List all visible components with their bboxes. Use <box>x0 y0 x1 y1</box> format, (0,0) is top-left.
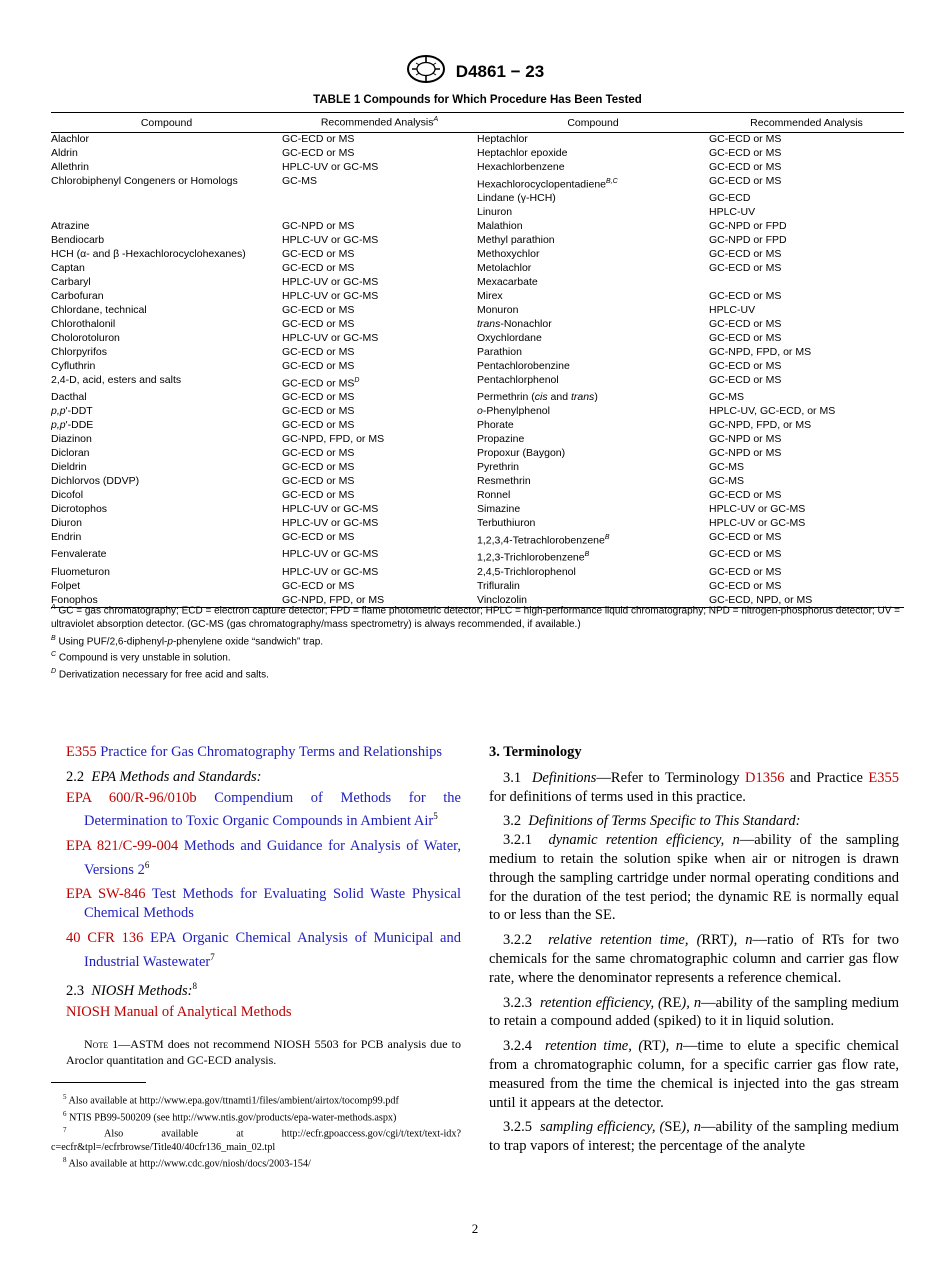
analysis-cell: GC-ECD or MS <box>709 146 782 159</box>
compound-cell: Trifluralin <box>477 579 520 592</box>
analysis-cell: GC-ECD or MS <box>709 174 782 187</box>
analysis-cell: GC-ECD or MS <box>282 530 355 543</box>
ref-epa600: EPA 600/R-96/010b Compendium of Methods for the Determination to Toxic Organic Compounds in Ambient Air$^5$ <box>66 789 461 830</box>
analysis-cell: GC-ECD or MS <box>282 460 355 473</box>
compound-cell: Oxychlordane <box>477 331 542 344</box>
compound-cell: Dicofol <box>51 488 84 501</box>
analysis-cell: HPLC-UV or GC-MS <box>282 289 379 302</box>
analysis-cell: GC-ECD or MS <box>282 474 355 487</box>
para-3-2-4: 3.2.4 retention time, (RT), n—time to elute a specific chemical from a chromatographic column, for a specific carrier gas flow rate, measured from the time the chemical is injected into the gas stream until it appears at the detector. <box>489 1038 899 1111</box>
compound-cell: Lindane (γ-HCH) <box>477 192 556 205</box>
right-column <box>489 743 899 1162</box>
header-compound-1: Compound <box>51 113 282 133</box>
analysis-cell: GC-ECD or MS <box>282 405 355 418</box>
table-row <box>51 566 904 580</box>
page-footnote-7: $^7$ Also available at http://ecfr.gpoaccess.gov/cgi/t/text/text-idx?c=ecfr&tpl=/ecfrbrowse/Title40/40cfr136_main_02.tpl <box>51 1126 462 1153</box>
compound-cell: Simazine <box>477 502 521 515</box>
compound-cell: Metolachlor <box>477 262 532 275</box>
table-row <box>51 262 904 276</box>
analysis-cell: GC-ECD or MS <box>282 262 355 275</box>
footnote-c: $^C$ Compound is very unstable in solution. <box>51 651 231 664</box>
compound-cell: Propoxur (Baygon) <box>477 446 566 459</box>
analysis-cell: GC-ECD or $MS^D$ <box>282 376 360 390</box>
compound-cell: Pentachlorobenzine <box>477 359 570 372</box>
section-2-3: 2.3 NIOSH Methods:$^8$ <box>66 981 197 1000</box>
analysis-cell: HPLC-UV <box>709 206 756 219</box>
footnote-b: $^B$ Using PUF/2,6-diphenyl-p-phenylene oxide “sandwich” trap. <box>51 634 324 647</box>
compound-cell: Dicrotophos <box>51 502 108 515</box>
section-2-2: 2.2 EPA Methods and Standards: <box>66 768 262 785</box>
footnote-d: $^D$ Derivatization necessary for free acid and salts. <box>51 668 269 681</box>
compound-cell: Carbofuran <box>51 289 104 302</box>
compound-cell: 2,4-D, acid, esters and salts <box>51 373 182 386</box>
page-footnote-5: $^5$ Also available at http://www.epa.gov/ttnamti1/files/ambient/airtox/tocomp99.pdf <box>63 1093 399 1107</box>
compound-cell: Resmethrin <box>477 474 531 487</box>
compound-cell: Linuron <box>477 206 513 219</box>
compound-cell: p,p'-DDT <box>51 405 93 418</box>
compound-cell: Fluometuron <box>51 565 110 578</box>
analysis-cell: HPLC-UV or GC-MS <box>282 234 379 247</box>
table-row <box>51 531 904 548</box>
compound-cell: Dichlorvos (DDVP) <box>51 474 140 487</box>
analysis-cell: GC-MS <box>282 174 317 187</box>
table-row <box>51 332 904 346</box>
analysis-cell: GC-ECD or MS <box>282 419 355 432</box>
analysis-cell: GC-NPD or MS <box>709 433 782 446</box>
header-compound-2: Compound <box>477 113 709 133</box>
ref-epa600-link[interactable]: EPA 600/R-96/010b <box>66 789 197 806</box>
para-3-2: 3.2 Definitions of Terms Specific to This Standard: <box>503 813 801 830</box>
ref-40cfr136-link[interactable]: 40 CFR 136 <box>66 930 144 947</box>
analysis-cell: GC-ECD, NPD, or MS <box>709 594 904 608</box>
analysis-cell: GC-ECD or MS <box>709 548 782 561</box>
section-heading-terminology: 3. Terminology <box>489 744 582 760</box>
compound-cell: Fenvalerate <box>51 548 107 561</box>
analysis-cell: GC-ECD or MS <box>282 133 355 145</box>
analysis-cell: GC-ECD or MS <box>709 488 782 501</box>
left-column <box>66 743 461 1068</box>
header-analysis-1: Recommended Analysis$^A$ <box>282 113 477 133</box>
ref-e355-link[interactable]: E355 <box>66 744 97 760</box>
analysis-cell: GC-NPD or MS <box>709 446 782 459</box>
table-header-row <box>51 113 904 133</box>
ref-40cfr136: 40 CFR 136 EPA Organic Chemical Analysis of Municipal and Industrial Wastewater$^7$ <box>66 930 461 970</box>
compound-cell: 1,2,3-Trichlorobenzene$^B$ <box>477 551 590 564</box>
compound-cell: Heptachlor epoxide <box>477 146 568 159</box>
compound-cell: Mirex <box>477 289 503 302</box>
analysis-cell: GC-ECD or MS <box>282 248 355 261</box>
table-row <box>51 276 904 290</box>
compound-cell: Chlorobiphenyl Congeners or Homologs <box>51 174 238 187</box>
compound-cell: Monuron <box>477 303 519 316</box>
footnote-a: $^A$ GC = gas chromatography; ECD = electron capture detector; FPD = flame photometric detector; HPLC = high-performance liquid chromatography; NPD = nitrogen-phosphorus detector; UV = ultraviolet absorption detector. (GC-MS (gas chromatography/mass spectrometry) is always recommended, if available.) <box>51 604 900 630</box>
compound-cell: Aldrin <box>51 146 78 159</box>
analysis-cell: GC-ECD or MS <box>282 317 355 330</box>
compounds-table <box>51 112 904 608</box>
page-footnotes <box>51 1091 461 1171</box>
analysis-cell: GC-NPD, FPD, or MS <box>709 419 812 432</box>
compound-cell: Captan <box>51 262 85 275</box>
header-analysis-2: Recommended Analysis <box>709 113 904 133</box>
table-row <box>51 461 904 475</box>
table-row <box>51 433 904 447</box>
compound-cell: Parathion <box>477 345 522 358</box>
compound-cell: Malathion <box>477 220 523 233</box>
ref-epa821: EPA 821/C-99-004 Methods and Guidance for Analysis of Water, Versions $2^6$ <box>66 838 462 878</box>
compound-cell: Heptachlor <box>477 133 528 145</box>
compound-cell: Methyl parathion <box>477 234 555 247</box>
ref-epa821-title-link[interactable]: Methods and Guidance for Analysis of Water, Versions 2 <box>84 838 462 878</box>
page-footnote-6: $^6$ NTIS PB99-500209 (see http://www.ntis.gov/products/epa-water-methods.aspx) <box>63 1109 397 1123</box>
analysis-cell: GC-NPD or FPD <box>709 234 787 247</box>
compound-cell: HCH (α- and β -Hexachlorocyclohexanes) <box>51 248 246 261</box>
compound-cell: Vinclozolin <box>477 594 709 608</box>
compound-cell: Dieldrin <box>51 460 87 473</box>
analysis-cell: GC-ECD or MS <box>282 303 355 316</box>
table-row <box>51 503 904 517</box>
analysis-cell: HPLC-UV or GC-MS <box>282 502 379 515</box>
analysis-cell: GC-NPD, FPD, or MS <box>282 433 385 446</box>
compound-cell <box>51 192 282 206</box>
analysis-cell: HPLC-UV or GC-MS <box>282 565 379 578</box>
analysis-cell: HPLC-UV or GC-MS <box>709 516 806 529</box>
compound-cell: 1,2,3,4-Tetrachlorobenzene$^B$ <box>477 533 610 547</box>
analysis-cell <box>282 206 477 220</box>
compound-cell: Mexacarbate <box>477 276 538 289</box>
analysis-cell: GC-ECD or MS <box>282 488 355 501</box>
ref-40cfr136-title-link[interactable]: EPA Organic Chemical Analysis of Municipal and Industrial Wastewater <box>84 930 461 970</box>
table-row <box>51 374 904 391</box>
ref-d1356-link[interactable]: D1356 <box>745 769 785 786</box>
compound-cell: Carbaryl <box>51 276 91 289</box>
table-row <box>51 360 904 374</box>
page-header <box>0 54 950 84</box>
analysis-cell: HPLC-UV or GC-MS <box>282 516 379 529</box>
table-row <box>51 161 904 175</box>
analysis-cell: HPLC-UV, GC-ECD, or MS <box>709 405 836 418</box>
compound-cell: o-Phenylphenol <box>477 405 550 418</box>
table-row <box>51 192 904 206</box>
analysis-cell <box>282 192 477 206</box>
page-number: 2 <box>471 1221 479 1236</box>
compound-cell: Alachlor <box>51 133 89 145</box>
para-3-2-3: 3.2.3 retention efficiency, (RE), n—ability of the sampling medium to retain a compound added (spiked) to it in liquid solution. <box>489 994 899 1030</box>
table-title: TABLE 1 Compounds for Which Procedure Has Been Tested <box>313 94 642 106</box>
compound-cell: Ronnel <box>477 488 511 501</box>
analysis-cell: GC-ECD or MS <box>709 317 782 330</box>
table-row <box>51 290 904 304</box>
analysis-cell: HPLC-UV or GC-MS <box>282 548 379 561</box>
ref-epa600-title-link[interactable]: Compendium of Methods for the Determination to Toxic Organic Compounds in Ambient Air <box>84 789 461 830</box>
table-row <box>51 133 904 147</box>
table-row <box>51 475 904 489</box>
compound-cell <box>51 206 282 220</box>
analysis-cell: GC-ECD or MS <box>709 331 782 344</box>
footnote-divider <box>51 1082 146 1083</box>
analysis-cell: GC-ECD or MS <box>282 345 355 358</box>
compound-cell: Dacthal <box>51 391 87 404</box>
analysis-cell: GC-MS <box>709 474 744 487</box>
analysis-cell: GC-ECD or MS <box>709 262 782 275</box>
ref-e355-title-link[interactable]: Practice for Gas Chromatography Terms and Relationships <box>100 744 443 760</box>
analysis-cell: GC-ECD or MS <box>282 391 355 404</box>
table-row <box>51 517 904 531</box>
compound-cell: Chlorothalonil <box>51 317 116 330</box>
analysis-cell: GC-NPD or MS <box>282 220 355 233</box>
analysis-cell: GC-ECD or MS <box>282 579 355 592</box>
compound-cell: Terbuthiuron <box>477 516 536 529</box>
table-row <box>51 489 904 503</box>
compound-cell: Dicloran <box>51 446 90 459</box>
analysis-cell: GC-MS <box>709 391 744 404</box>
table-row <box>51 580 904 594</box>
analysis-cell: HPLC-UV <box>709 303 756 316</box>
table-row <box>51 447 904 461</box>
ref-niosh-manual <box>66 1003 461 1022</box>
ref-sw846-link[interactable]: EPA SW-846 <box>66 886 146 903</box>
compound-cell: Atrazine <box>51 220 90 233</box>
analysis-cell: GC-ECD or MS <box>709 160 782 173</box>
ref-epa821-link[interactable]: EPA 821/C-99-004 <box>66 838 179 855</box>
compound-cell: trans-Nonachlor <box>477 317 552 330</box>
ref-niosh-manual-link[interactable]: NIOSH Manual of Analytical Methods <box>66 1004 292 1021</box>
analysis-cell: GC-ECD or MS <box>709 530 782 543</box>
table-row <box>51 304 904 318</box>
table-row <box>51 175 904 192</box>
analysis-cell: GC-NPD, FPD, or MS <box>709 345 812 358</box>
table-row <box>51 147 904 161</box>
compound-cell: Hexachlorbenzene <box>477 160 565 173</box>
ref-e355-inline-link[interactable]: E355 <box>868 769 899 786</box>
compound-cell: Endrin <box>51 530 82 543</box>
compound-cell: Hexachlorocyclopentadiene$^{B,C}$ <box>477 177 618 191</box>
ref-e355 <box>66 743 461 762</box>
astm-logo-icon <box>406 54 446 89</box>
compound-cell: Folpet <box>51 579 81 592</box>
table-row <box>51 405 904 419</box>
page-footnote-8: $^8$ Also available at http://www.cdc.gov/niosh/docs/2003-154/ <box>63 1155 311 1170</box>
table-row <box>51 234 904 248</box>
analysis-cell: GC-ECD <box>709 192 751 205</box>
note-1: Note 1—ASTM does not recommend NIOSH 5503 for PCB analysis due to Aroclor quantitation and GC-ECD analysis. <box>66 1036 461 1067</box>
compound-cell: Pyrethrin <box>477 460 520 473</box>
analysis-cell: HPLC-UV or GC-MS <box>282 331 379 344</box>
compound-cell: Bendiocarb <box>51 234 105 247</box>
compound-cell: p,p'-DDE <box>51 419 94 432</box>
analysis-cell: GC-ECD or MS <box>282 359 355 372</box>
compound-cell: Cholorotoluron <box>51 331 120 344</box>
analysis-cell: GC-ECD or MS <box>709 359 782 372</box>
compound-cell: Diuron <box>51 516 82 529</box>
document-designation: D4861 − 23 <box>455 61 545 81</box>
analysis-cell: GC-NPD or FPD <box>709 220 787 233</box>
compound-cell: Propazine <box>477 433 525 446</box>
compound-cell: Pentachlorphenol <box>477 373 559 386</box>
analysis-cell: HPLC-UV or GC-MS <box>709 502 806 515</box>
compound-cell: Phorate <box>477 419 514 432</box>
table-body <box>51 133 904 608</box>
para-3-2-5: 3.2.5 sampling efficiency, (SE), n—ability of the sampling medium to trap vapors of interest; the percentage of the analyte <box>489 1119 899 1155</box>
analysis-cell: GC-ECD or MS <box>709 565 782 578</box>
analysis-cell: GC-NPD, FPD, or MS <box>282 594 477 608</box>
para-3-2-1: 3.2.1 dynamic retention efficiency, n—ability of the sampling medium to retain the solution spike when air or nitrogen is drawn through the sampling cartridge under normal operating conditions and for the duration of the test period; the dynamic RE is normally equal to or less than the SE. <box>489 832 899 924</box>
table-row <box>51 391 904 405</box>
table-row <box>51 248 904 262</box>
compound-cell: Fonophos <box>51 594 282 608</box>
analysis-cell: GC-ECD or MS <box>709 248 782 261</box>
compound-cell: 2,4,5-Trichlorophenol <box>477 565 576 578</box>
analysis-cell <box>709 276 904 290</box>
table-row <box>51 419 904 433</box>
table-footnotes <box>51 601 904 682</box>
table-row <box>51 548 904 565</box>
analysis-cell: GC-ECD or MS <box>709 373 782 386</box>
para-3-2-2: 3.2.2 relative retention time, (RRT), n—ratio of RTs for two chemicals for the same chromatographic column and carrier gas flow rate, where the denominator represents a reference chemical. <box>489 932 899 986</box>
analysis-cell: HPLC-UV or GC-MS <box>282 160 379 173</box>
ref-sw846-title-link[interactable]: Test Methods for Evaluating Solid Waste Physical Chemical Methods <box>84 886 461 922</box>
analysis-cell: GC-ECD or MS <box>709 579 782 592</box>
analysis-cell: GC-ECD or MS <box>282 446 355 459</box>
analysis-cell: HPLC-UV or GC-MS <box>282 276 379 289</box>
table-row <box>51 318 904 332</box>
para-3-1: 3.1 Definitions—Refer to Terminology D1356 and Practice E355 for definitions of terms used in this practice. <box>489 769 899 805</box>
compound-cell: Allethrin <box>51 160 89 173</box>
analysis-cell: GC-ECD or MS <box>709 289 782 302</box>
compound-cell: Permethrin (cis and trans) <box>477 391 598 404</box>
compound-cell: Chlordane, technical <box>51 303 147 316</box>
compound-cell: Chlorpyrifos <box>51 345 108 358</box>
compound-cell: Diazinon <box>51 433 92 446</box>
analysis-cell: GC-ECD or MS <box>709 133 782 145</box>
compound-cell: Cyfluthrin <box>51 359 96 372</box>
table-row <box>51 346 904 360</box>
table-row <box>51 206 904 220</box>
analysis-cell: GC-ECD or MS <box>282 146 355 159</box>
analysis-cell: GC-MS <box>709 460 744 473</box>
table-row <box>51 220 904 234</box>
compound-cell: Methoxychlor <box>477 248 540 261</box>
ref-sw846 <box>66 885 461 923</box>
